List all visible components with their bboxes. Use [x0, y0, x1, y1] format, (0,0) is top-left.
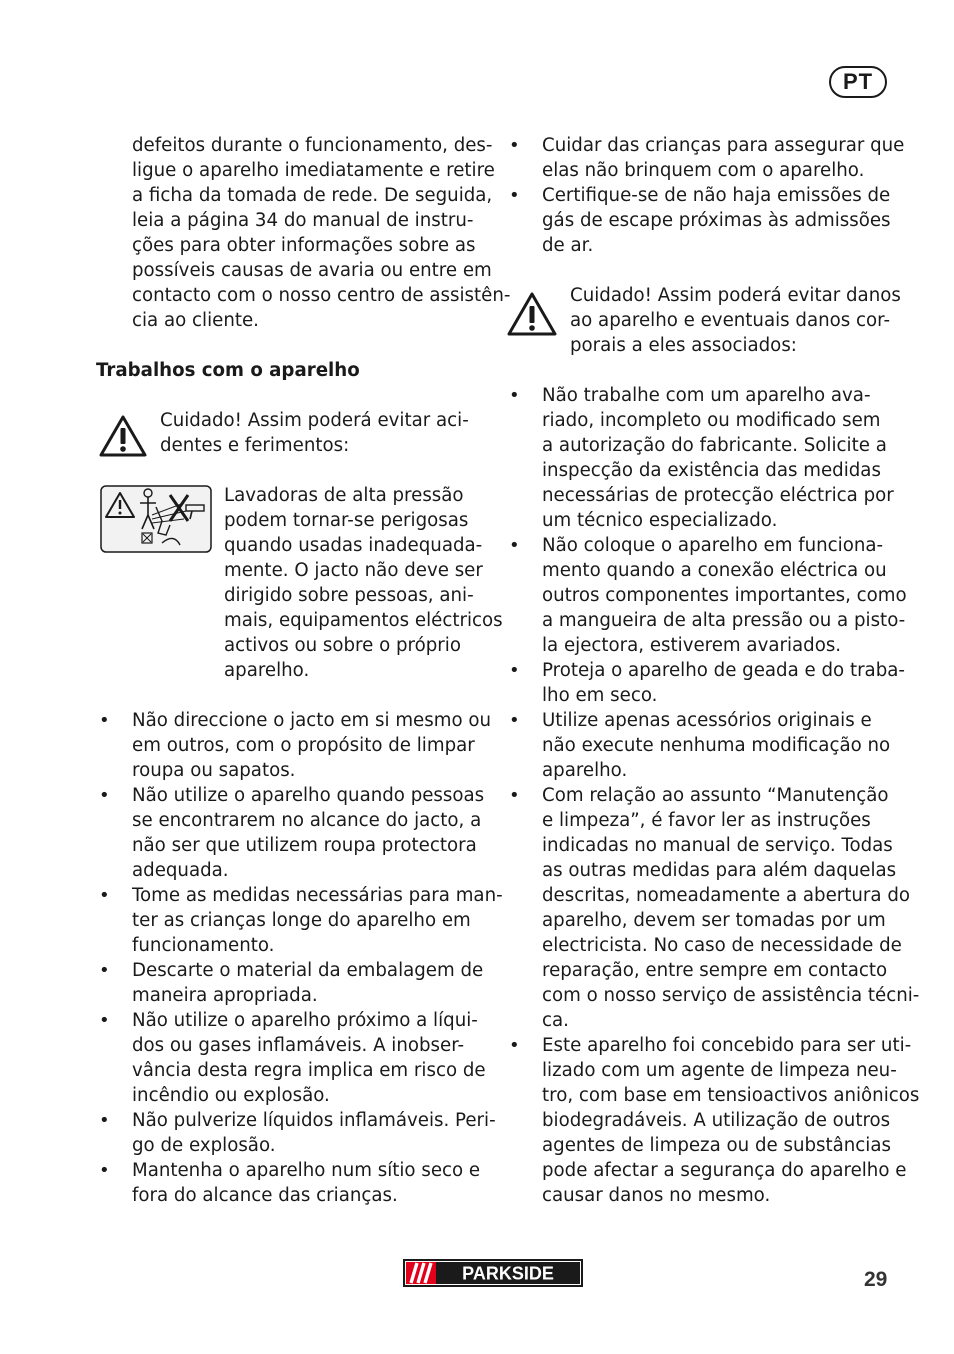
warning-text-line: dentes e ferimentos: — [160, 435, 350, 456]
list-item — [96, 1108, 496, 1158]
list-item — [506, 183, 896, 258]
list-item — [96, 958, 486, 1008]
high-pressure-warning — [96, 483, 503, 683]
intro-paragraph — [96, 133, 511, 333]
list-item-line: Não direccione o jacto em si mesmo ou — [132, 710, 492, 731]
parkside-logo — [403, 1259, 583, 1287]
list-item-line: roupa ou sapatos. — [132, 760, 296, 781]
bullet-icon: • — [509, 1035, 520, 1056]
list-item-line: e limpeza”, é favor ler as instruções — [542, 810, 871, 831]
bullet-icon: • — [99, 1160, 110, 1181]
warning-notice — [506, 283, 901, 358]
list-item — [506, 658, 905, 708]
list-item-line: aparelho. — [542, 760, 628, 781]
right-bullet-list-top — [506, 133, 905, 258]
warning-text-line: porais a eles associados: — [570, 335, 797, 356]
left-bullet-list — [96, 708, 503, 1208]
warning-text-line: mais, equipamentos eléctricos — [224, 610, 503, 631]
list-item-line: com o nosso serviço de assistência técni- — [542, 985, 920, 1006]
list-item-line: elas não brinquem com o aparelho. — [542, 160, 865, 181]
text-line: contacto com o nosso centro de assistên- — [132, 285, 511, 306]
warning-text-line: Lavadoras de alta pressão — [224, 485, 464, 506]
bullet-icon: • — [99, 1010, 110, 1031]
list-item-line: causar danos no mesmo. — [542, 1185, 771, 1206]
list-item — [96, 708, 492, 783]
warning-text-line: mente. O jacto não deve ser — [224, 560, 483, 581]
list-item-line: necessárias de protecção eléctrica por — [542, 485, 894, 506]
bullet-icon: • — [99, 710, 110, 731]
warning-text-line: Cuidado! Assim poderá evitar aci- — [160, 410, 469, 431]
warning-text-line: aparelho. — [224, 660, 310, 681]
list-item-line: um técnico especializado. — [542, 510, 778, 531]
warning-triangle-icon — [506, 291, 558, 337]
list-item — [96, 883, 503, 958]
list-item-line: mento quando a conexão eléctrica ou — [542, 560, 887, 581]
bullet-icon: • — [509, 535, 520, 556]
text-line: ligue o aparelho imediatamente e retire — [132, 160, 495, 181]
list-item-line: descritas, nomeadamente a abertura do — [542, 885, 911, 906]
list-item-line: Proteja o aparelho de geada e do traba- — [542, 660, 905, 681]
list-item-line: as outras medidas para além daquelas — [542, 860, 897, 881]
list-item-line: outros componentes importantes, como — [542, 585, 907, 606]
list-item-line: riado, incompleto ou modificado sem — [542, 410, 881, 431]
list-item-line: Tome as medidas necessárias para man- — [132, 885, 503, 906]
list-item — [506, 133, 905, 183]
list-item-line: a mangueira de alta pressão ou a pisto- — [542, 610, 906, 631]
right-column — [506, 133, 920, 1208]
list-item-line: de ar. — [542, 235, 594, 256]
list-item-line: vância desta regra implica em risco de — [132, 1060, 486, 1081]
list-item — [506, 1033, 920, 1208]
warning-text-line: Cuidado! Assim poderá evitar danos — [570, 285, 901, 306]
text-line: cia ao cliente. — [132, 310, 259, 331]
list-item-line: Não coloque o aparelho em funciona- — [542, 535, 884, 556]
list-item-line: go de explosão. — [132, 1135, 276, 1156]
right-bullet-list — [506, 383, 920, 1208]
list-item — [96, 1158, 486, 1208]
list-item — [96, 783, 486, 883]
list-item-line: pode afectar a segurança do aparelho e — [542, 1160, 907, 1181]
warning-text-line: podem tornar-se perigosas — [224, 510, 469, 531]
list-item — [96, 1008, 486, 1108]
list-item-line: gás de escape próximas às admissões — [542, 210, 891, 231]
list-item — [506, 783, 920, 1033]
warning-text-line: ao aparelho e eventuais danos cor- — [570, 310, 891, 331]
list-item-line: não ser que utilizem roupa protectora — [132, 835, 477, 856]
text-line: a ficha da tomada de rede. De seguida, — [132, 185, 493, 206]
list-item-line: não execute nenhuma modificação no — [542, 735, 891, 756]
warning-notice — [96, 408, 486, 458]
text-line: defeitos durante o funcionamento, des- — [132, 135, 493, 156]
list-item-line: Utilize apenas acessórios originais e — [542, 710, 872, 731]
list-item-line: Este aparelho foi concebido para ser uti- — [542, 1035, 912, 1056]
bullet-icon: • — [99, 960, 110, 981]
list-item-line: Mantenha o aparelho num sítio seco e — [132, 1160, 481, 1181]
list-item-line: electricista. No caso de necessidade de — [542, 935, 902, 956]
list-item — [506, 383, 896, 533]
text-line: ções para obter informações sobre as — [132, 235, 476, 256]
list-item-line: indicadas no manual de serviço. Todas — [542, 835, 893, 856]
list-item-line: a autorização do fabricante. Solicite a — [542, 435, 887, 456]
list-item-line: lho em seco. — [542, 685, 658, 706]
list-item-line: inspecção da existência das medidas — [542, 460, 881, 481]
bullet-icon: • — [509, 710, 520, 731]
list-item-line: maneira apropriada. — [132, 985, 318, 1006]
list-item-line: agentes de limpeza ou de substâncias — [542, 1135, 891, 1156]
bullet-icon: • — [509, 185, 520, 206]
list-item-line: em outros, com o propósito de limpar — [132, 735, 475, 756]
bullet-icon: • — [99, 785, 110, 806]
list-item-line: funcionamento. — [132, 935, 275, 956]
language-badge: PT — [829, 66, 887, 98]
list-item-line: Cuidar das crianças para assegurar que — [542, 135, 905, 156]
list-item-line: aparelho, devem ser tomadas por um — [542, 910, 886, 931]
list-item-line: adequada. — [132, 860, 229, 881]
list-item-line: Não utilize o aparelho próximo a líqui- — [132, 1010, 478, 1031]
left-column — [96, 133, 511, 1208]
list-item — [506, 708, 896, 783]
text-line: possíveis causas de avaria ou entre em — [132, 260, 492, 281]
list-item-line: Com relação ao assunto “Manutenção — [542, 785, 889, 806]
list-item-line: Certifique-se de não haja emissões de — [542, 185, 891, 206]
bullet-icon: • — [509, 660, 520, 681]
list-item-line: incêndio ou explosão. — [132, 1085, 330, 1106]
text-line: leia a página 34 do manual de instru- — [132, 210, 474, 231]
bullet-icon: • — [509, 785, 520, 806]
list-item-line: Não pulverize líquidos inflamáveis. Peri- — [132, 1110, 496, 1131]
list-item-line: fora do alcance das crianças. — [132, 1185, 398, 1206]
bullet-icon: • — [99, 1110, 110, 1131]
warning-text-line: activos ou sobre o próprio — [224, 635, 461, 656]
bullet-icon: • — [509, 385, 520, 406]
list-item-line: reparação, entre sempre em contacto — [542, 960, 888, 981]
list-item-line: tro, com base em tensioactivos aniônicos — [542, 1085, 920, 1106]
bullet-icon: • — [99, 885, 110, 906]
bullet-icon: • — [509, 135, 520, 156]
list-item-line: Não trabalhe com um aparelho ava- — [542, 385, 871, 406]
list-item-line: biodegradáveis. A utilização de outros — [542, 1110, 891, 1131]
list-item-line: ca. — [542, 1010, 569, 1031]
list-item — [506, 533, 907, 658]
warning-text-line: quando usadas inadequada- — [224, 535, 483, 556]
list-item-line: Descarte o material da embalagem de — [132, 960, 484, 981]
list-item-line: se encontrarem no alcance do jacto, a — [132, 810, 482, 831]
section-heading: Trabalhos com o aparelho — [96, 360, 360, 381]
list-item-line: dos ou gases inflamáveis. A inobser- — [132, 1035, 465, 1056]
page-number: 29 — [864, 1268, 888, 1291]
list-item-line: ter as crianças longe do aparelho em — [132, 910, 471, 931]
warning-text-line: dirigido sobre pessoas, ani- — [224, 585, 474, 606]
list-item-line: lizado com um agente de limpeza neu- — [542, 1060, 897, 1081]
high-pressure-jet-warning-icon — [100, 485, 212, 553]
warning-triangle-icon — [98, 414, 148, 458]
list-item-line: la ejectora, estiverem avariados. — [542, 635, 842, 656]
brand-name: PARKSIDE — [462, 1263, 554, 1284]
list-item-line: Não utilize o aparelho quando pessoas — [132, 785, 485, 806]
